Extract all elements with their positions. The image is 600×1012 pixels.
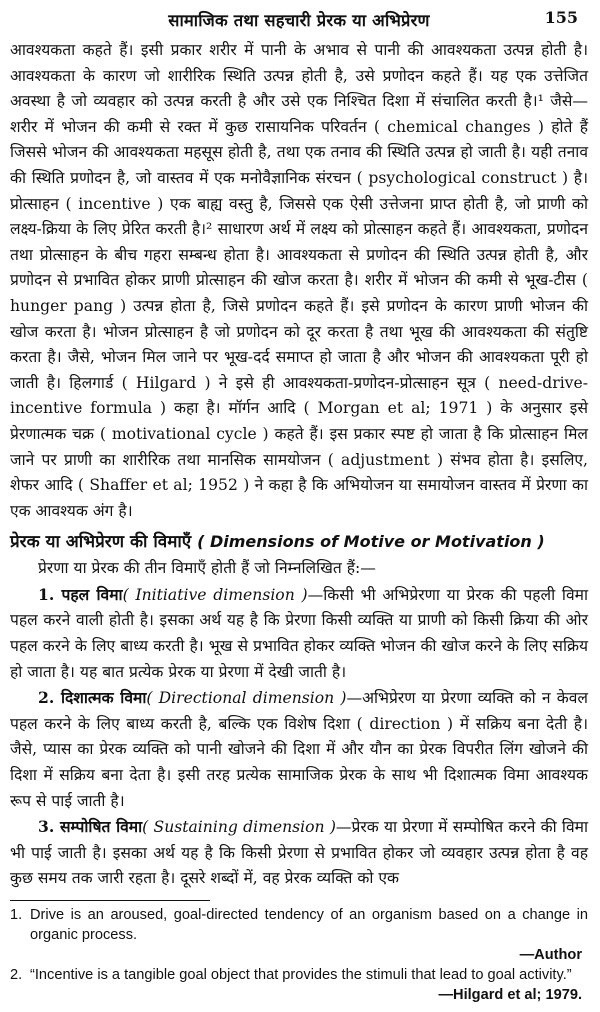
page-header bbox=[10, 8, 588, 38]
footnote-attribution: —Author bbox=[519, 947, 582, 963]
dimension-text: —किसी भी अभिप्रेरणा या प्रेरक की पहली विमा पहल करने वाली होती है। इसका अर्थ यह है कि प्रेरणा किसी व्यक्ति या प्राणी को किसी क्रिया की ओर पहल करने के लिए बाध्य करती है। भूख से प्रभावित होकर व्यक्ति भोजन की खोज करने के लिए सक्रिय हो जाता है। यह बात प्रत्येक प्रेरक या प्रेरणा में देखी जाती है। bbox=[10, 585, 588, 681]
section-heading-hindi: प्रेरक या अभिप्रेरण की विमाएँ bbox=[10, 532, 192, 553]
dimension-label: 3. सम्पोषित विमा bbox=[38, 817, 143, 837]
section-heading-english: ( Dimensions of Motive or Motivation ) bbox=[197, 532, 545, 552]
dimension-label-english: ( Sustaining dimension ) bbox=[142, 818, 336, 837]
dimension-label: 1. पहल विमा bbox=[38, 584, 123, 604]
dimension-item bbox=[10, 685, 588, 814]
dimension-text: —अभिप्रेरण या प्रेरणा व्यक्ति को न केवल पहल करने के लिए बाध्य करती है, बल्कि एक विशेष दिशा ( direction ) में सक्रिय बना देती है। जैसे, प्यास का प्रेरक व्यक्ति को पानी खोजने की दिशा में और यौन का प्रेरक विपरीत लिंग खोजने की दिशा में सक्रिय बना देता है। इसी तरह प्रत्येक सामाजिक प्रेरक के साथ भी दिशात्मक विमा आवश्यक रूप से पाई जाती है। bbox=[10, 689, 588, 810]
dimension-item bbox=[10, 582, 588, 685]
footnotes bbox=[10, 905, 588, 1005]
footnote bbox=[10, 965, 588, 985]
dimension-text: —प्रेरक या प्रेरणा में सम्पोषित करने की विमा भी पाई जाती है। इसका अर्थ यह है कि किसी प्रेरणा से प्रभावित होकर जो व्यवहार उत्पन्न होता है वह कुछ समय तक जारी रहता है। दूसरे शब्दों में, वह प्रेरक व्यक्ति को एक bbox=[10, 818, 588, 888]
dimension-item bbox=[10, 814, 588, 892]
footnote bbox=[10, 905, 588, 945]
footnote-attribution: —Hilgard et al; 1979. bbox=[438, 987, 582, 1003]
dimension-label: 2. दिशात्मक विमा bbox=[38, 688, 147, 708]
footnote-number: 2. bbox=[10, 967, 23, 983]
section-heading bbox=[10, 528, 588, 556]
section-intro: प्रेरणा या प्रेरक की तीन विमाएँ होती हैं जो निम्नलिखित हैं:— bbox=[38, 559, 376, 578]
footnote-number: 1. bbox=[10, 907, 23, 923]
page-number: 155 bbox=[544, 8, 578, 27]
running-head: सामाजिक तथा सहचारी प्रेरक या अभिप्रेरण bbox=[168, 11, 430, 30]
dimension-label-english: ( Directional dimension ) bbox=[146, 689, 347, 708]
footnote-text: Drive is an aroused, goal-directed tendency of an organism based on a change in organic process. bbox=[30, 907, 588, 943]
dimension-label-english: ( Initiative dimension ) bbox=[122, 585, 308, 604]
footnote-text: “Incentive is a tangible goal object that provides the stimuli that lead to goal activity.” bbox=[30, 967, 572, 983]
footnote-divider bbox=[10, 900, 210, 901]
body-text bbox=[10, 38, 588, 892]
paragraph: आवश्यकता कहते हैं। इसी प्रकार शरीर में पानी के अभाव से पानी की आवश्यकता उत्पन्न होती है। आवश्यकता के कारण जो शारीरिक स्थिति उत्पन्न होती है, उसे प्रणोदन कहते हैं। यह एक उत्तेजित अवस्था है जो व्यवहार को उत्पन्न करती है और उसे एक निश्चित दिशा में संचालित करती है।¹ जैसे—शरीर में भोजन की कमी से रक्त में कुछ रासायनिक परिवर्तन ( chemical changes ) होते हैं जिससे भोजन की आवश्यकता महसूस होती है, तथा एक तनाव की स्थिति उत्पन्न हो जाती है। यही तनाव की स्थिति प्रणोदन है, जो वास्तव में एक मनोवैज्ञानिक संरचन ( psychological construct ) है। प्रोत्साहन ( incentive ) एक बाह्य वस्तु है, जिससे एक ऐसी उत्तेजना प्राप्त होती है, जो प्राणी को लक्ष्य-क्रिया के लिए प्रेरित करती है।² साधारण अर्थ में लक्ष्य को प्रोत्साहन कहते हैं। आवश्यकता, प्रणोदन तथा प्रोत्साहन के बीच गहरा सम्बन्ध होता है। आवश्यकता से प्रणोदन की स्थिति उत्पन्न होती है, और प्रणोदन से प्रभावित होकर प्राणी प्रोत्साहन की खोज करता है। शरीर में भोजन की कमी से भूख-टीस ( hunger pang ) उत्पन्न होता है, जिसे प्रणोदन कहते हैं। इसे प्रणोदन के कारण प्राणी भोजन की खोज करता है। भोजन प्रोत्साहन है जो प्रणोदन को दूर करता है तथा भूख की आवश्यकता की संतुष्टि करता है। जैसे, भोजन मिल जाने पर भूख-दर्द समाप्त हो जाता है और भोजन की आवश्यकता पूरी हो जाती है। हिलगार्ड ( Hilgard ) ने इसे ही आवश्यकता-प्रणोदन-प्रोत्साहन सूत्र ( need-drive-incentive formula ) कहा है। मॉर्गन आदि ( Morgan et al; 1971 ) के अनुसार इसे प्रेरणात्मक चक्र ( motivational cycle ) कहते हैं। इस प्रकार स्पष्ट हो जाता है कि प्रोत्साहन मिल जाने पर प्राणी का शारीरिक तथा मानसिक सामयोजन ( adjustment ) संभव होता है। इसलिए, शेफर आदि ( Shaffer et al; 1952 ) ने कहा है कि अभियोजन या समायोजन वास्तव में प्रेरणा का एक आवश्यक अंग है। bbox=[10, 41, 588, 520]
